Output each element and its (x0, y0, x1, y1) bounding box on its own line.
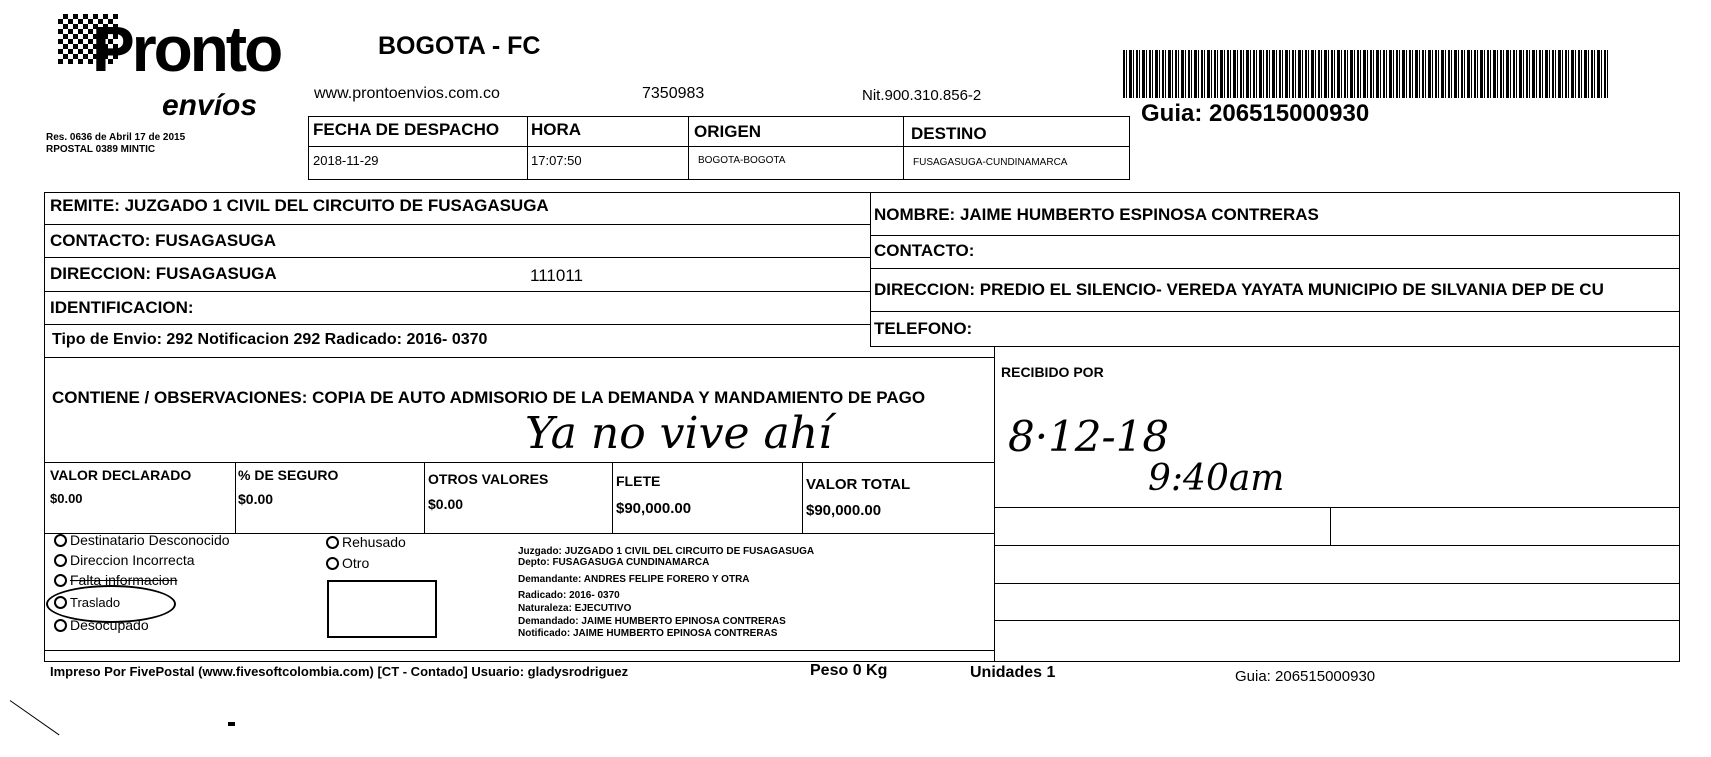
otros-label: OTROS VALORES (428, 471, 549, 487)
handwritten-note: Ya no vive ahí (525, 408, 833, 459)
recibido-label: RECIBIDO POR (1001, 364, 1104, 380)
destino-label: DESTINO (911, 124, 987, 143)
sender-direccion: DIRECCION: FUSAGASUGA (50, 264, 277, 283)
otros-value: $0.00 (428, 496, 464, 512)
reason-destinatario[interactable]: Destinatario Desconocido (54, 532, 230, 548)
reason-desocupado[interactable]: Desocupado (54, 617, 149, 633)
destino-value: FUSAGASUGA-CUNDINAMARCA (913, 157, 1068, 168)
recipient-telefono: TELEFONO: (874, 319, 973, 338)
sender-contacto: CONTACTO: FUSAGASUGA (50, 231, 277, 250)
detail-demandado: Demandado: JAIME HUMBERTO EPINOSA CONTRERAS (518, 616, 786, 627)
seguro-label: % DE SEGURO (238, 467, 339, 483)
detail-notificado: Notificado: JAIME HUMBERTO EPINOSA CONTRERAS (518, 628, 778, 639)
main-grid (44, 192, 1680, 662)
seguro-value: $0.00 (238, 491, 274, 507)
hora-label: HORA (531, 120, 582, 139)
reason-traslado[interactable]: Traslado (54, 595, 120, 610)
recipient-direccion: DIRECCION: PREDIO EL SILENCIO- VEREDA YAYATA MUNICIPIO DE SILVANIA DEP DE CU (874, 280, 1604, 299)
total-value: $90,000.00 (806, 502, 882, 519)
tipo-envio: Tipo de Envio: 292 Notificacion 292 Radicado: 2016- 0370 (52, 331, 488, 348)
detail-depto: Depto: FUSAGASUGA CUNDINAMARCA (518, 557, 710, 568)
phone: 7350983 (642, 85, 705, 102)
scan-mark-dot (228, 722, 235, 726)
res-text: Res. 0636 de Abril 17 de 2015 RPOSTAL 0389 MINTIC (46, 132, 186, 155)
radio-icon (54, 574, 67, 587)
radio-icon (326, 557, 339, 570)
reason-falta[interactable]: Falta informacion (54, 572, 177, 588)
flete-label: FLETE (616, 473, 661, 489)
footer-unidades: Unidades 1 (970, 664, 1056, 681)
radio-icon (54, 554, 67, 567)
radio-icon (54, 619, 67, 632)
radio-icon (326, 536, 339, 549)
radio-icon (54, 534, 67, 547)
city-title: BOGOTA - FC (378, 32, 541, 60)
declarado-value: $0.00 (50, 491, 83, 506)
total-label: VALOR TOTAL (806, 476, 911, 493)
sender-postal: 111011 (530, 266, 583, 285)
reason-direccion[interactable]: Direccion Incorrecta (54, 552, 195, 568)
reason-otro[interactable]: Otro (326, 555, 369, 571)
hora-value: 17:07:50 (531, 153, 582, 168)
scan-mark-line (10, 700, 60, 735)
guia-number: Guia: 206515000930 (1141, 100, 1370, 127)
nit: Nit.900.310.856-2 (862, 87, 982, 104)
otro-box[interactable] (327, 580, 437, 638)
detail-naturaleza: Naturaleza: EJECUTIVO (518, 603, 632, 614)
detail-radicado: Radicado: 2016- 0370 (518, 590, 620, 601)
detail-demandante: Demandante: ANDRES FELIPE FORERO Y OTRA (518, 574, 750, 585)
reason-rehusado[interactable]: Rehusado (326, 534, 406, 550)
fecha-label: FECHA DE DESPACHO (313, 120, 500, 139)
handwritten-date: 8·12-18 (1008, 412, 1170, 461)
logo-sub: envíos (162, 89, 258, 122)
origen-label: ORIGEN (694, 122, 762, 141)
sender-identificacion: IDENTIFICACION: (50, 298, 194, 317)
footer-guia: Guia: 206515000930 (1235, 668, 1376, 685)
contiene: CONTIENE / OBSERVACIONES: COPIA DE AUTO ADMISORIO DE LA DEMANDA Y MANDAMIENTO DE PAGO (52, 388, 926, 407)
footer-peso: Peso 0 Kg (810, 662, 888, 679)
recipient-nombre: NOMBRE: JAIME HUMBERTO ESPINOSA CONTRERAS (874, 205, 1319, 224)
logo-word: Pronto (92, 13, 281, 85)
barcode (1123, 50, 1608, 98)
fecha-value: 2018-11-29 (313, 153, 379, 168)
footer-impreso: Impreso Por FivePostal (www.fivesoftcolombia.com) [CT - Contado] Usuario: gladysrodriguez (50, 664, 629, 679)
origen-value: BOGOTA-BOGOTA (698, 155, 786, 166)
handwritten-time: 9:40am (1148, 458, 1285, 499)
flete-value: $90,000.00 (616, 500, 692, 517)
remite: REMITE: JUZGADO 1 CIVIL DEL CIRCUITO DE FUSAGASUGA (50, 196, 549, 215)
logo (52, 8, 282, 138)
website: www.prontoenvios.com.co (314, 85, 500, 102)
recipient-contacto: CONTACTO: (874, 241, 975, 260)
declarado-label: VALOR DECLARADO (50, 467, 192, 483)
detail-juzgado: Juzgado: JUZGADO 1 CIVIL DEL CIRCUITO DE FUSAGASUGA (518, 546, 815, 557)
